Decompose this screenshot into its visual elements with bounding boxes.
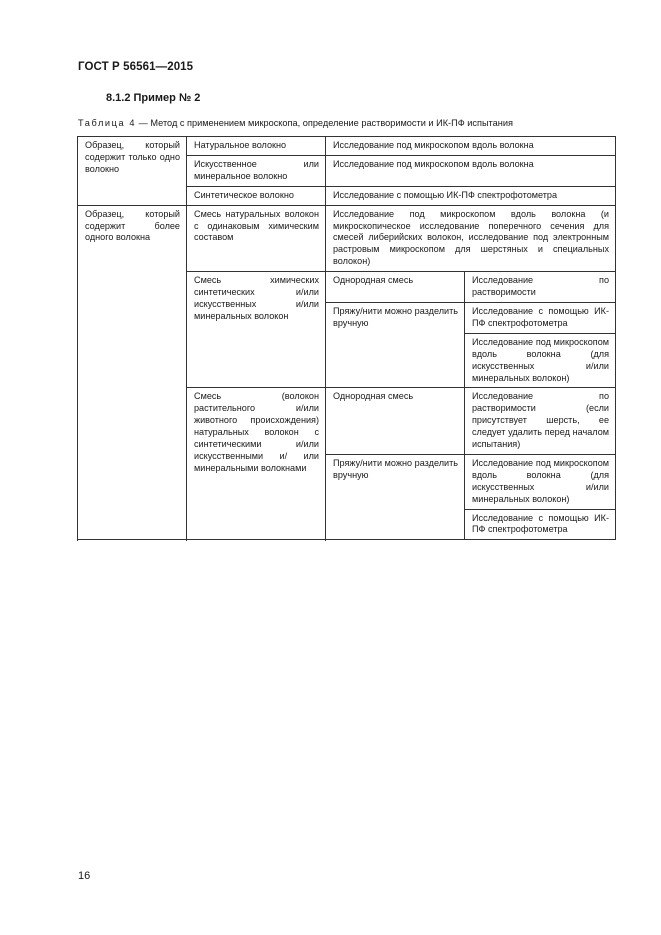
method-cell: Исследование под микроскопом вдоль волокна (и микроскопическое исследование поперечного сечения для смесей либерийских волокон, исследование под электронным растровым микроскопом для шерстяных и специальных волокон) (326, 205, 616, 272)
table-row (78, 205, 616, 272)
method-cell: Исследование по растворимости (если присутствует шерсть, ее следует удалить перед началом испытания) (465, 388, 616, 455)
mixture-type-cell: Пряжу/нити можно разделить вручную (326, 454, 465, 539)
method-cell: Исследование под микроскопом вдоль волокна (для искусственных и/или минеральных волокон) (465, 454, 616, 509)
page-number: 16 (78, 870, 91, 882)
sample-cell: Образец, который содержит только одно волокно (78, 137, 187, 206)
document-header: ГОСТ Р 56561—2015 (78, 61, 194, 73)
mixture-type-cell: Однородная смесь (326, 388, 465, 455)
table-row (78, 137, 616, 156)
method-cell: Исследование с помощью ИК-ПФ спектрофотометра (465, 509, 616, 540)
method-cell: Исследование под микроскопом вдоль волокна (326, 137, 616, 156)
fiber-type-cell: Синтетическое волокно (187, 186, 326, 205)
table-caption-text: — Метод с применением микроскопа, определение растворимости и ИК-ПФ испытания (136, 118, 513, 128)
method-cell: Исследование с помощью ИК-ПФ спектрофотометра (465, 302, 616, 333)
mixture-type-cell: Пряжу/нити можно разделить вручную (326, 302, 465, 387)
fiber-type-cell: Смесь натуральных волокон с одинаковым химическим составом (187, 205, 326, 272)
fiber-type-cell: Смесь (волокон растительного и/или животного происхождения) натуральных волокон с синтетическими и/или искусственными и/ или минеральными волокнами (187, 388, 326, 540)
fiber-type-cell: Искусственное или минеральное волокно (187, 155, 326, 186)
method-cell: Исследование с помощью ИК-ПФ спектрофотометра (326, 186, 616, 205)
table-caption (78, 118, 513, 128)
methods-table (77, 136, 616, 540)
fiber-type-cell: Смесь химических синтетических и/или искусственных и/или минеральных волокон (187, 272, 326, 388)
table-caption-label: Таблица 4 (78, 118, 137, 128)
method-cell: Исследование под микроскопом вдоль волокна (для искусственных и/или минеральных волокон) (465, 333, 616, 388)
mixture-type-cell: Однородная смесь (326, 272, 465, 303)
sample-cell: Образец, который содержит более одного волокна (78, 205, 187, 540)
method-cell: Исследование по растворимости (465, 272, 616, 303)
fiber-type-cell: Натуральное волокно (187, 137, 326, 156)
method-cell: Исследование под микроскопом вдоль волокна (326, 155, 616, 186)
section-title: 8.1.2 Пример № 2 (106, 92, 201, 104)
